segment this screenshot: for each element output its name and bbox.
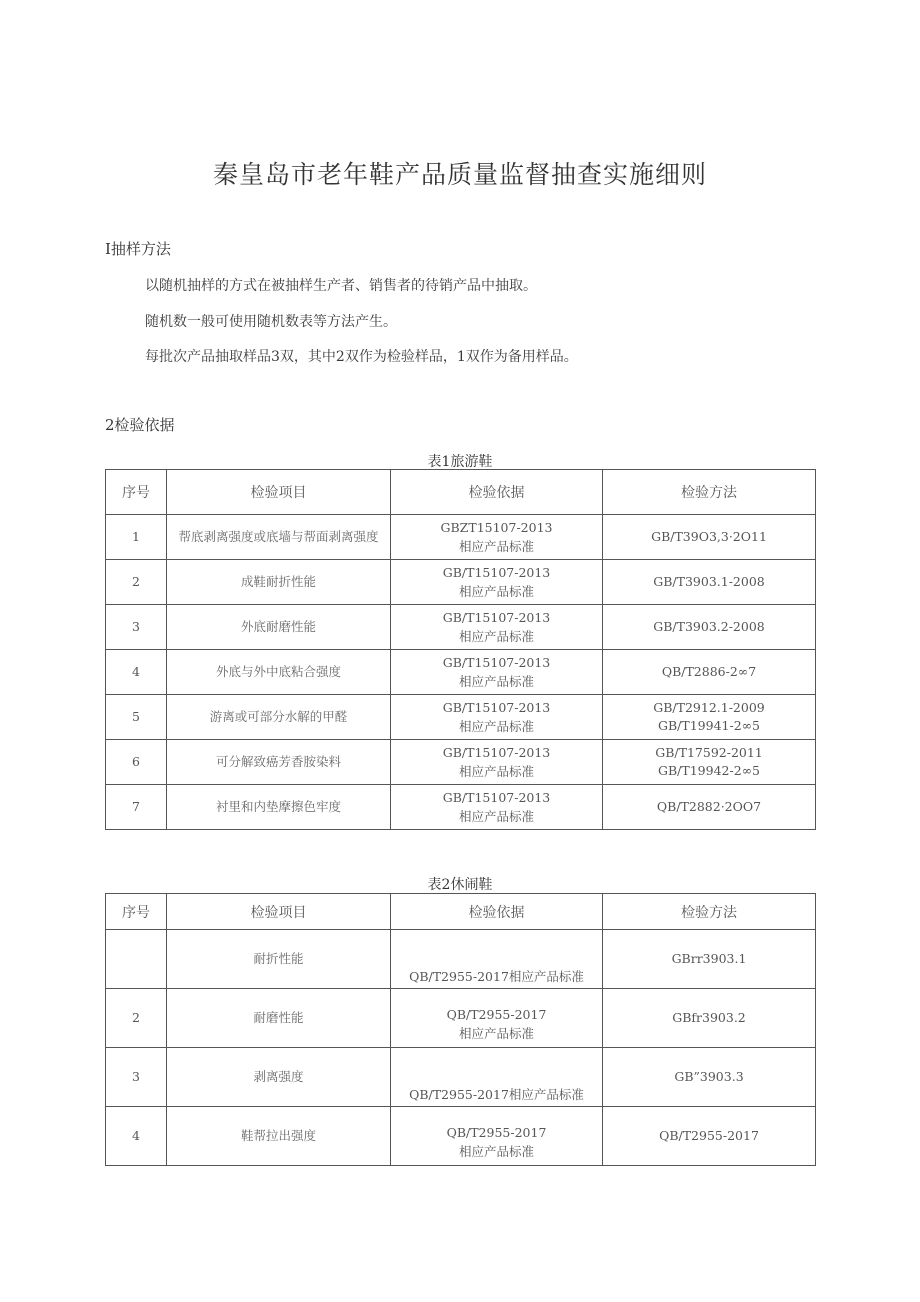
method-standard: QB/T2882·2OO7 xyxy=(656,799,762,814)
basis-standard: GB/T15107-2013 xyxy=(442,790,551,805)
basis-product-standard: 相应产品标准 xyxy=(458,1144,534,1159)
basis-product-standard: 相应产品标准 xyxy=(458,539,534,554)
row-item: 衬里和内垫摩擦色牢度 xyxy=(167,785,391,830)
row-item: 外底耐磨性能 xyxy=(167,605,391,650)
row-no: 3 xyxy=(106,1048,167,1107)
row-method xyxy=(603,650,816,695)
sampling-paragraph-2: 随机数一般可使用随机数表等方法产生。 xyxy=(145,314,397,330)
row-no: 2 xyxy=(106,989,167,1048)
basis-product-standard: QB/T2955-2017相应产品标准 xyxy=(409,969,584,984)
row-item: 耐折性能 xyxy=(167,930,391,989)
basis-standard: GBZT15107-2013 xyxy=(440,520,553,535)
basis-standard: GB/T15107-2013 xyxy=(442,745,551,760)
row-basis xyxy=(391,605,603,650)
method-standard: GB/T2912.1-2009 xyxy=(653,700,765,715)
basis-product-standard: 相应产品标准 xyxy=(458,1026,534,1041)
row-basis xyxy=(391,740,603,785)
document-title: 秦皇岛市老年鞋产品质量监督抽查实施细则 xyxy=(212,160,707,189)
row-no: 4 xyxy=(106,650,167,695)
row-item: 鞋帮拉出强度 xyxy=(167,1107,391,1166)
basis-product-standard: 相应产品标准 xyxy=(458,674,534,689)
table-row xyxy=(106,989,816,1048)
table-casual-shoes xyxy=(105,893,816,1166)
section-heading-basis: 2检验依据 xyxy=(105,416,175,434)
header-no: 序号 xyxy=(106,470,167,515)
row-item: 可分解致癌芳香胺染料 xyxy=(167,740,391,785)
table-header-row xyxy=(106,470,816,515)
table1-caption: 表1旅游鞋 xyxy=(427,454,493,470)
table-row xyxy=(106,785,816,830)
basis-product-standard: 相应产品标准 xyxy=(458,764,534,779)
row-basis xyxy=(391,560,603,605)
method-standard: GB/T3903.1-2008 xyxy=(653,574,765,589)
method-standard-secondary: GB/T19941-2∞5 xyxy=(657,718,761,733)
row-no: 4 xyxy=(106,1107,167,1166)
row-basis xyxy=(391,989,603,1048)
row-no: 7 xyxy=(106,785,167,830)
row-item: 耐磨性能 xyxy=(167,989,391,1048)
row-basis xyxy=(391,1107,603,1166)
row-basis xyxy=(391,695,603,740)
row-item: 剥离强度 xyxy=(167,1048,391,1107)
row-basis xyxy=(391,785,603,830)
row-no xyxy=(106,930,167,989)
row-method: GBrr3903.1 xyxy=(603,930,816,989)
row-no: 2 xyxy=(106,560,167,605)
table-row xyxy=(106,605,816,650)
header-item: 检验项目 xyxy=(167,894,391,930)
basis-product-standard: 相应产品标准 xyxy=(458,584,534,599)
header-no: 序号 xyxy=(106,894,167,930)
method-standard: GB/T17592-2011 xyxy=(655,745,763,760)
basis-standard: QB/T2955-2017 xyxy=(446,1125,547,1140)
header-basis: 检验依据 xyxy=(391,470,603,515)
row-method: GB”3903.3 xyxy=(603,1048,816,1107)
basis-product-standard: 相应产品标准 xyxy=(458,719,534,734)
method-standard-secondary: GB/T19942-2∞5 xyxy=(657,763,761,778)
row-method xyxy=(603,515,816,560)
basis-standard: GB/T15107-2013 xyxy=(442,610,551,625)
row-basis xyxy=(391,1048,603,1107)
table-row xyxy=(106,650,816,695)
sampling-paragraph-1: 以随机抽样的方式在被抽样生产者、销售者的待销产品中抽取。 xyxy=(145,278,537,294)
table-row xyxy=(106,515,816,560)
row-method xyxy=(603,785,816,830)
table-row xyxy=(106,930,816,989)
row-method xyxy=(603,740,816,785)
header-item: 检验项目 xyxy=(167,470,391,515)
row-no: 5 xyxy=(106,695,167,740)
basis-standard: QB/T2955-2017 xyxy=(446,1007,547,1022)
row-method xyxy=(603,695,816,740)
header-method: 检验方法 xyxy=(603,470,816,515)
row-basis xyxy=(391,650,603,695)
row-item: 帮底剥离强度或底墙与帮面剥离强度 xyxy=(167,515,391,560)
sampling-paragraph-3: 每批次产品抽取样品3双，其中2双作为检验样品，1双作为备用样品。 xyxy=(145,349,578,365)
table-header-row xyxy=(106,894,816,930)
basis-product-standard: QB/T2955-2017相应产品标准 xyxy=(409,1087,584,1102)
basis-standard: GB/T15107-2013 xyxy=(442,565,551,580)
row-no: 6 xyxy=(106,740,167,785)
method-standard: GB/T3903.2-2008 xyxy=(653,619,765,634)
row-method xyxy=(603,605,816,650)
row-item: 成鞋耐折性能 xyxy=(167,560,391,605)
table2-caption: 表2休闹鞋 xyxy=(427,877,493,893)
row-basis xyxy=(391,930,603,989)
basis-product-standard: 相应产品标准 xyxy=(458,809,534,824)
table-row xyxy=(106,560,816,605)
basis-standard: GB/T15107-2013 xyxy=(442,655,551,670)
row-method xyxy=(603,560,816,605)
row-item: 游离或可部分水解的甲醛 xyxy=(167,695,391,740)
table-row xyxy=(106,1107,816,1166)
row-item: 外底与外中底粘合强度 xyxy=(167,650,391,695)
row-no: 3 xyxy=(106,605,167,650)
basis-standard: GB/T15107-2013 xyxy=(442,700,551,715)
section-heading-sampling: I抽样方法 xyxy=(105,240,171,258)
table-row xyxy=(106,740,816,785)
row-method: GBfr3903.2 xyxy=(603,989,816,1048)
method-standard: GB/T39O3,3·2O11 xyxy=(651,529,767,544)
basis-product-standard: 相应产品标准 xyxy=(458,629,534,644)
row-no: 1 xyxy=(106,515,167,560)
table-row xyxy=(106,1048,816,1107)
table-travel-shoes xyxy=(105,469,816,830)
header-basis: 检验依据 xyxy=(391,894,603,930)
header-method: 检验方法 xyxy=(603,894,816,930)
row-basis xyxy=(391,515,603,560)
method-standard: QB/T2886-2∞7 xyxy=(661,664,757,679)
table-row xyxy=(106,695,816,740)
row-method: QB/T2955-2017 xyxy=(603,1107,816,1166)
